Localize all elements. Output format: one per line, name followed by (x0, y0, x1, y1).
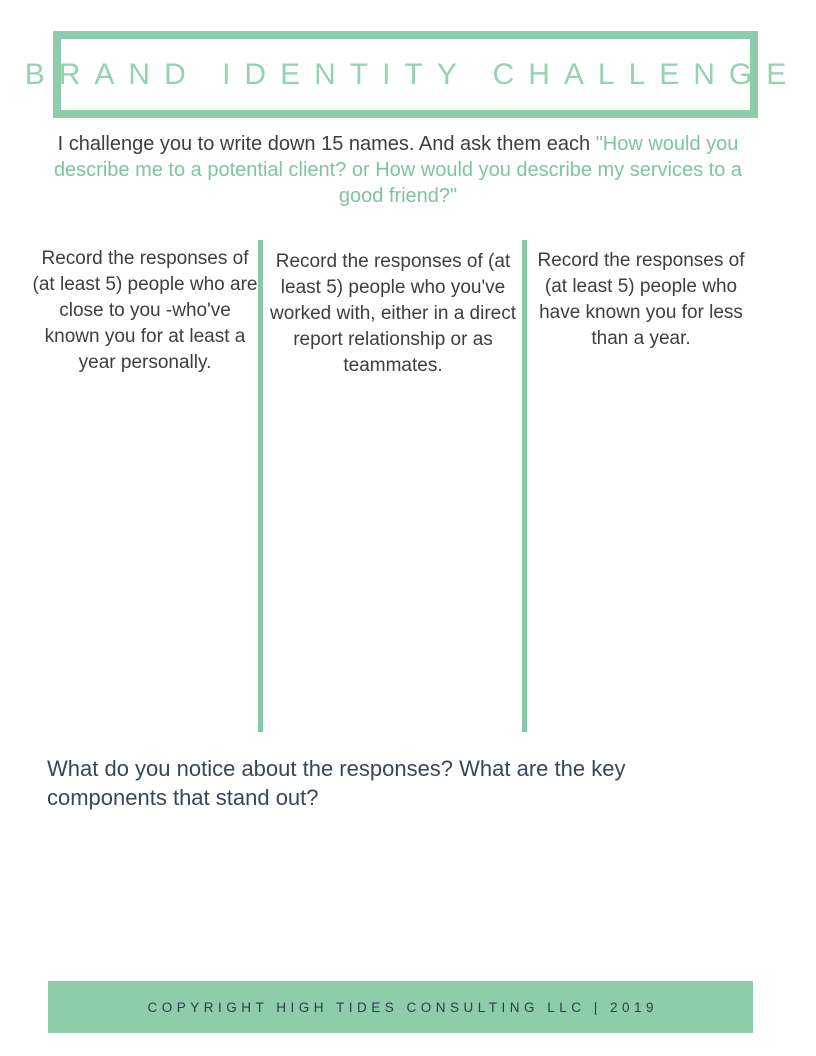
column-1-prompt: Record the responses of (at least 5) people who are close to you -who've known you for at least a year personally. (32, 248, 258, 373)
column-2-prompt: Record the responses of (at least 5) people who you've worked with, either in a direct report relationship or as teammates. (269, 251, 517, 376)
page-title: BRAND IDENTITY CHALLENGE (24, 57, 801, 91)
intro-text: I challenge you to write down 15 names. And ask them each (57, 133, 596, 155)
column-3-prompt: Record the responses of (at least 5) people who have known you for less than a year. (537, 250, 745, 349)
column-divider-2 (522, 240, 527, 732)
footer-bar (48, 981, 753, 1033)
reflection-question: What do you notice about the responses? What are the key components that stand out? (47, 756, 626, 810)
title-banner (24, 31, 801, 118)
intro-quote-text: "How would you describe me to a potential client? or How would you describe my services to a good friend?" (53, 133, 743, 207)
column-divider-1 (258, 240, 263, 732)
copyright-text: COPYRIGHT HIGH TIDES CONSULTING LLC | 2019 (147, 999, 659, 1015)
intro-paragraph (48, 131, 748, 209)
